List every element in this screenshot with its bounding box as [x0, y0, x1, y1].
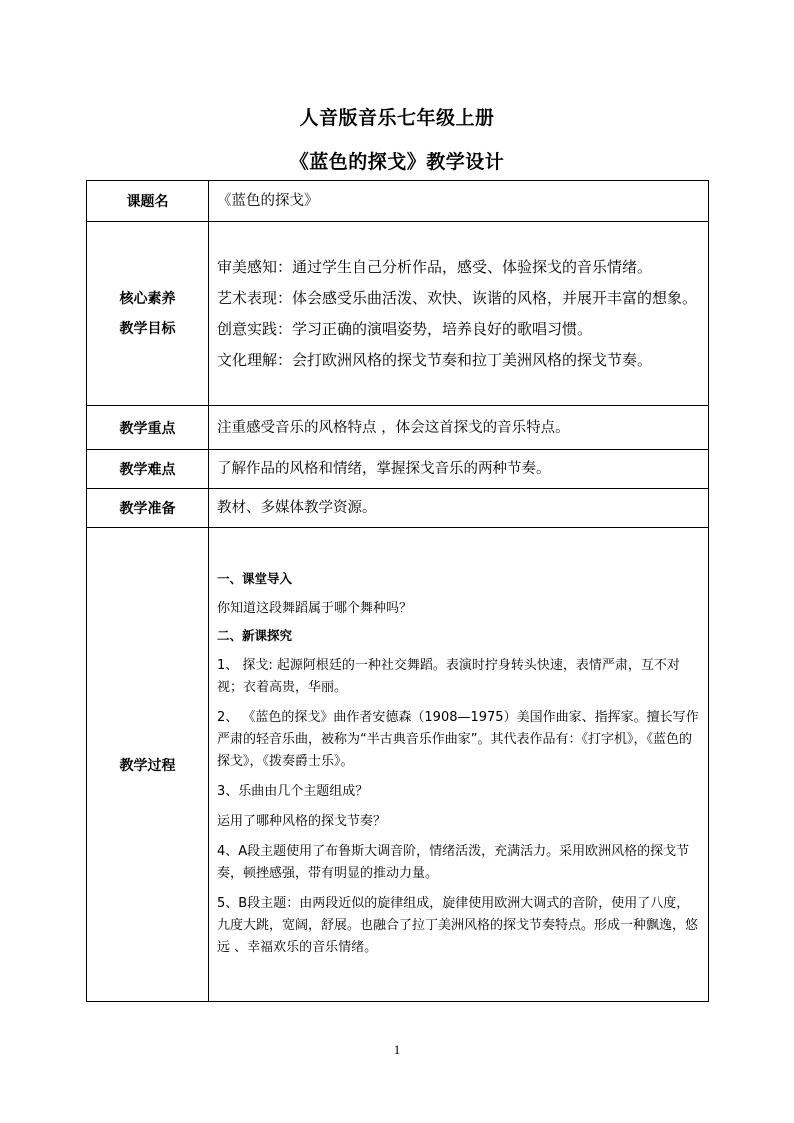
goal-artistic: 艺术表现：体会感受乐曲活泼、欢快、诙谐的风格，并展开丰富的想象。 [217, 288, 698, 307]
topic-label [87, 181, 209, 222]
goals-label-line1: 核心素养 [119, 290, 176, 307]
table-row-process [87, 528, 709, 1002]
topic-label-text: 课题名 [126, 194, 169, 210]
process-item-4: 4、A段主题使用了布鲁斯大调音阶，情绪活泼，充满活力。采用欧洲风格的探戈节奏，顿挫感强，带有明显的推动力量。 [217, 843, 690, 881]
document-title: 人音版音乐七年级上册 [299, 107, 495, 129]
process-content [209, 528, 709, 1002]
preparation-value [209, 489, 709, 528]
table-row-topic [87, 181, 709, 222]
key-points-label-text: 教学重点 [119, 420, 176, 437]
page-number: 1 [393, 1042, 401, 1057]
intro-question: 你知道这段舞蹈属于哪个舞种吗？ [217, 600, 413, 616]
process-label-text: 教学过程 [119, 757, 176, 774]
difficulties-label-text: 教学难点 [119, 462, 176, 478]
section-heading-explore: 二、新课探究 [217, 627, 293, 643]
key-points-value-text: 注重感受音乐的风格特点 ，体会这首探戈的音乐特点。 [217, 419, 570, 436]
process-item-3b: 运用了哪种风格的探戈节奏？ [217, 813, 387, 829]
topic-value [209, 181, 709, 222]
process-item-5: 5、B段主题：由两段近似的旋律组成，旋律使用欧洲大调式的音阶，使用了八度，九度大跳，宽阔，舒展。也融合了拉丁美洲风格的探戈节奏特点。形成一种飘逸，悠远 、幸福欢乐的音乐情绪。 [217, 895, 699, 955]
preparation-label [87, 489, 209, 528]
process-item-2: 2、 《蓝色的探戈》曲作者安德森（1908—1975）美国作曲家、指挥家。擅长写作严肃的轻音乐曲，被称为“半古典音乐作曲家”。其代表作品有：《打字机》，《蓝色的探戈》，《拨奏爵士乐》。 [217, 709, 699, 769]
section-heading-intro: 一、课堂导入 [217, 570, 293, 586]
goal-aesthetic: 审美感知：通过学生自己分析作品，感受、体验探戈的音乐情绪。 [217, 257, 653, 276]
table-row-goals [87, 222, 709, 406]
goals-label [87, 222, 209, 406]
table-row-difficulties [87, 450, 709, 489]
document-subtitle: 《蓝色的探戈》教学设计 [289, 151, 505, 173]
goals-label-line2: 教学目标 [119, 320, 176, 337]
topic-value-text: 《蓝色的探戈》 [217, 193, 319, 209]
lesson-plan-table [86, 180, 709, 1002]
difficulties-value [209, 450, 709, 489]
preparation-value-text: 教材、多媒体教学资源。 [217, 500, 377, 516]
difficulties-value-text: 了解作品的风格和情绪，掌握探戈音乐的两种节奏。 [217, 461, 551, 477]
goal-cultural: 文化理解：会打欧洲风格的探戈节奏和拉丁美洲风格的探戈节奏。 [217, 350, 653, 369]
key-points-value [209, 406, 709, 450]
goals-content [209, 222, 709, 406]
table-row-key-points [87, 406, 709, 450]
key-points-label [87, 406, 209, 450]
goal-creative: 创意实践：学习正确的演唱姿势，培养良好的歌唱习惯。 [217, 319, 593, 338]
process-item-3: 3、乐曲由几个主题组成？ [217, 783, 369, 799]
preparation-label-text: 教学准备 [119, 501, 176, 517]
process-item-1: 1、 探戈: 起源阿根廷的一种社交舞蹈。表演时拧身转头快速，表情严肃，互不对视；衣着高贵，华丽。 [217, 657, 680, 695]
difficulties-label [87, 450, 209, 489]
process-label [87, 528, 209, 1002]
table-row-preparation [87, 489, 709, 528]
